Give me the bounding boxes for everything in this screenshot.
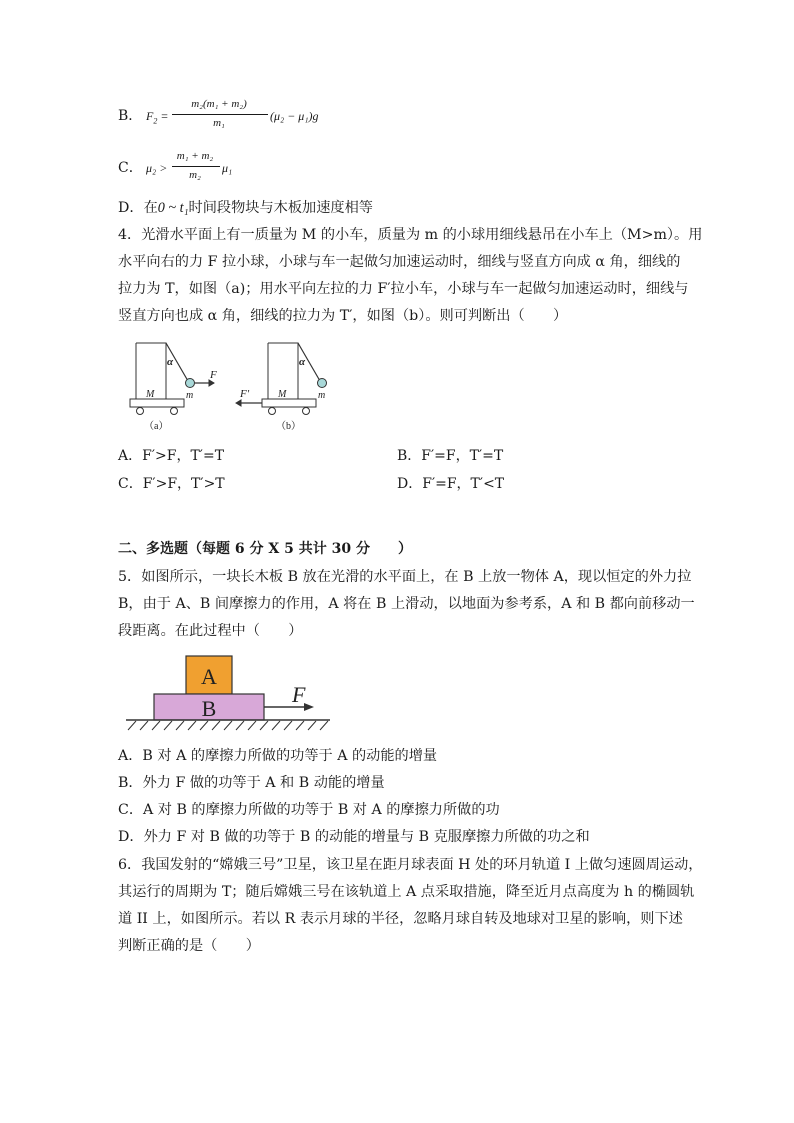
q6-line-1: 6．我国发射的“嫦娥三号”卫星，该卫星在距月球表面 H 处的环月轨道 I 上做匀速圆周运动， bbox=[118, 857, 703, 873]
option-letter: B． bbox=[118, 108, 143, 124]
q6-line-3: 道 II 上，如图所示。若以 R 表示月球的半径，忽略月球自转及地球对卫星的影响，则下述 bbox=[118, 911, 683, 927]
q4-line-3: 拉力为 T，如图（a)；用水平向左拉的力 F′拉小车，小球与车一起做匀加速运动时，细线与 bbox=[118, 281, 689, 297]
q5-line-3: 段距离。在此过程中（ ） bbox=[118, 623, 303, 639]
force-F-label: F bbox=[292, 682, 306, 707]
q5-figure bbox=[124, 652, 336, 736]
q4-line-2: 水平向右的力 F 拉小球，小球与车一起做匀加速运动时，细线与竖直方向成 α 角，细线的 bbox=[118, 254, 681, 270]
q3-option-d: D．在0 ~ t₁时间段物块与木板加速度相等 bbox=[118, 200, 373, 216]
q5-line-2: B，由于 A、B 间摩擦力的作用，A 将在 B 上滑动，以地面为参考系，A 和 B 都向前移动一 bbox=[118, 596, 695, 612]
q4-option-c[interactable]: C．F′>F，T′>T bbox=[118, 476, 225, 492]
alpha-label-b: α bbox=[299, 356, 306, 368]
m-label-b: m bbox=[318, 390, 326, 401]
q4-option-b[interactable]: B．F′=F，T′=T bbox=[397, 448, 504, 464]
q4-figure bbox=[118, 335, 358, 435]
M-label-b: M bbox=[278, 389, 287, 400]
fraction-bar bbox=[172, 166, 220, 167]
fraction-numerator: m₂(m₁ + m₂) bbox=[191, 98, 247, 110]
formula-tail: (μ₂ − μ₁)g bbox=[270, 109, 319, 123]
q4-line-1: 4．光滑水平面上有一质量为 M 的小车，质量为 m 的小球用细线悬吊在小车上（M>m）。用 bbox=[118, 227, 703, 243]
m-label-a: m bbox=[186, 390, 194, 401]
q4-option-a[interactable]: A．F′>F，T′=T bbox=[118, 448, 225, 464]
formula-lhs: $F_2$ = bbox=[146, 109, 169, 126]
block-A-label: A bbox=[201, 664, 217, 689]
fraction-denominator: m₂ bbox=[189, 169, 201, 181]
q5-line-1: 5．如图所示，一块长木板 B 放在光滑的水平面上，在 B 上放一物体 A，现以恒定的外力拉 bbox=[118, 569, 692, 585]
caption-a: （a） bbox=[144, 421, 169, 432]
formula-lhs: μ₂ > bbox=[146, 161, 168, 175]
option-letter: C． bbox=[118, 160, 143, 176]
ball-a bbox=[186, 379, 195, 388]
q5-option-b[interactable]: B．外力 F 做的功等于 A 和 B 动能的增量 bbox=[118, 775, 385, 791]
ball-b bbox=[318, 379, 327, 388]
formula-tail: μ₁ bbox=[222, 161, 233, 175]
alpha-label-a: α bbox=[167, 356, 174, 368]
F-label: F bbox=[210, 369, 217, 381]
q6-line-4: 判断正确的是（ ） bbox=[118, 938, 260, 954]
M-label-a: M bbox=[146, 389, 155, 400]
figure-b bbox=[236, 343, 327, 415]
fraction-numerator: m₁ + m₂ bbox=[176, 150, 214, 162]
fraction-bar bbox=[172, 114, 268, 115]
section-heading-multiple-choice: 二、多选题（每题 6 分 X 5 共计 30 分 ） bbox=[118, 541, 412, 557]
q5-option-c[interactable]: C．A 对 B 的摩擦力所做的功等于 B 对 A 的摩擦力所做的功 bbox=[118, 802, 500, 818]
fraction-denominator: m₁ bbox=[213, 117, 225, 129]
q6-line-2: 其运行的周期为 T；随后嫦娥三号在该轨道上 A 点采取措施，降至近月点高度为 h 的椭圆轨 bbox=[118, 884, 695, 900]
q5-option-a[interactable]: A．B 对 A 的摩擦力所做的功等于 A 的动能的增量 bbox=[118, 748, 438, 764]
figure-a bbox=[130, 343, 214, 415]
caption-b: （b） bbox=[276, 421, 301, 432]
q4-option-d[interactable]: D．F′=F，T′<T bbox=[397, 476, 505, 492]
Fprime-label: F′ bbox=[240, 388, 250, 400]
q5-option-d[interactable]: D．外力 F 对 B 做的功等于 B 的动能的增量与 B 克服摩擦力所做的功之和 bbox=[118, 829, 590, 845]
q4-line-4: 竖直方向也成 α 角，细线的拉力为 T′，如图（b）。则可判断出（ ） bbox=[118, 308, 568, 324]
block-B-label: B bbox=[201, 696, 217, 721]
